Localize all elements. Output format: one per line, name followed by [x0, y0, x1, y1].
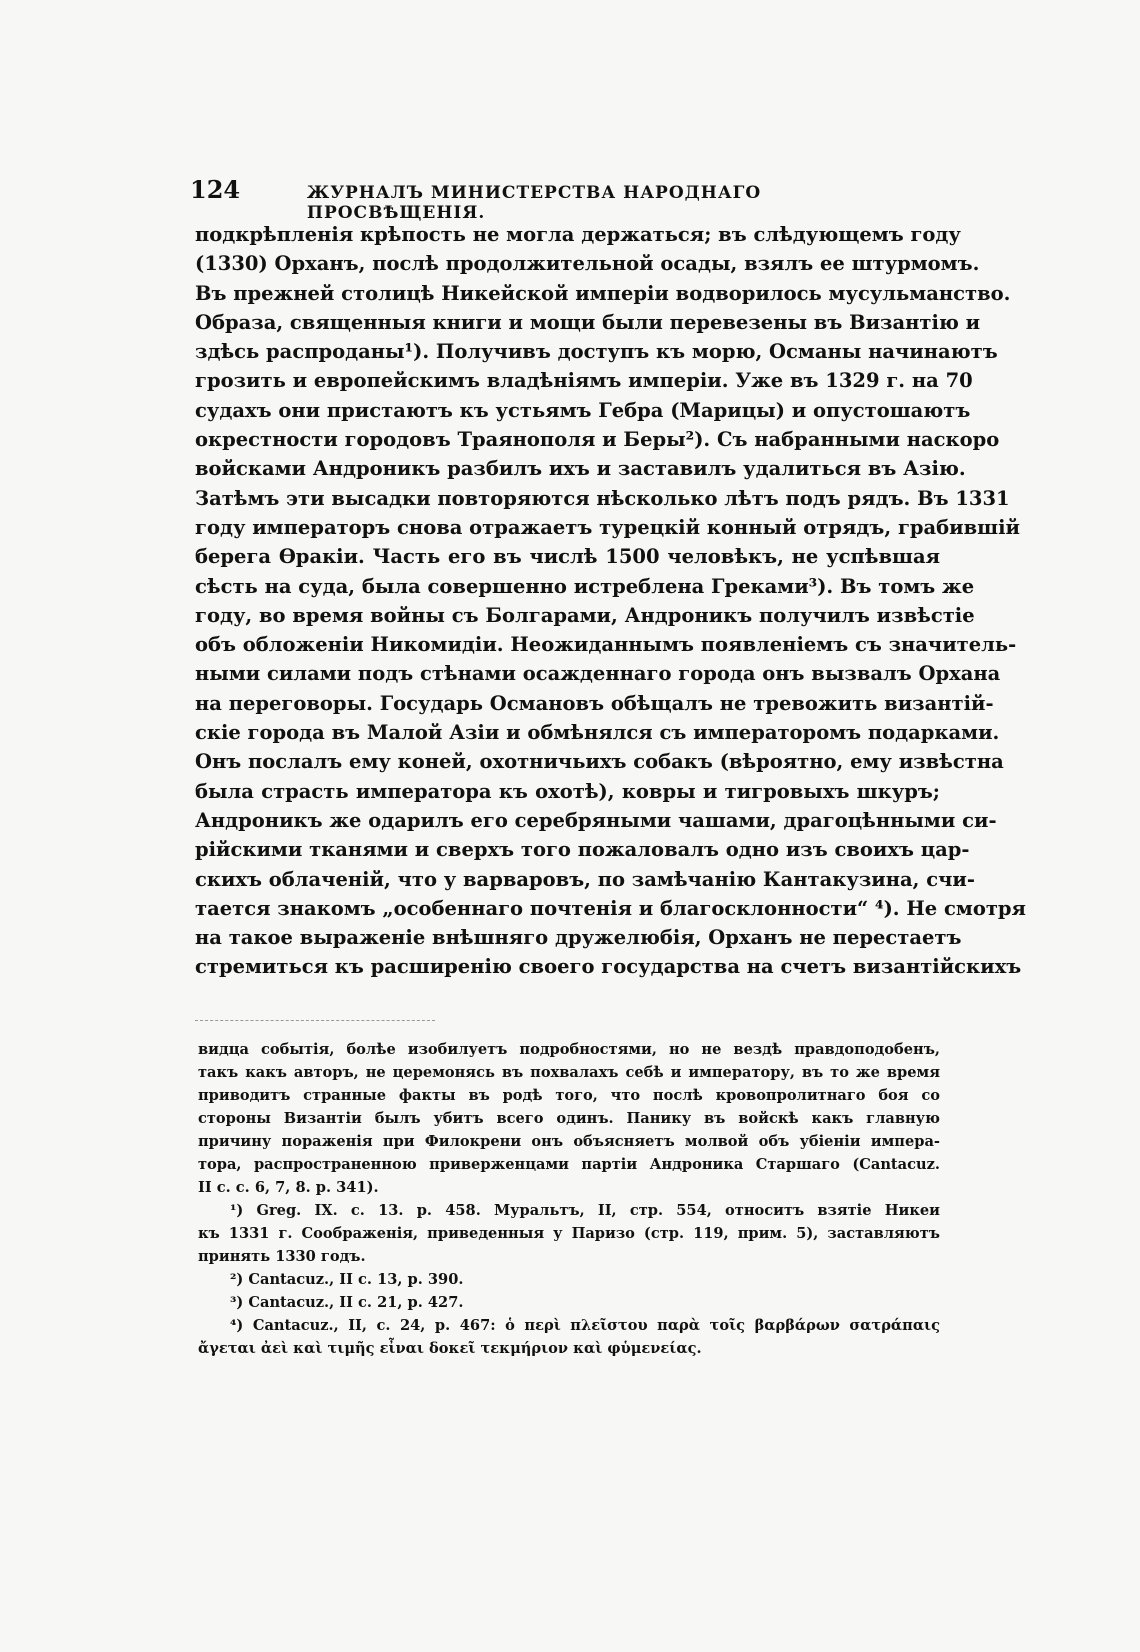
- text-line: скихъ облаченій, что у варваровъ, по замѣчанію Кантакузина, счи-: [195, 867, 975, 891]
- text-line: (1330) Орханъ, послѣ продолжительной осады, взялъ ее штурмомъ.: [195, 252, 980, 276]
- text-line: здѣсь распроданы¹). Получивъ доступъ къ морю, Османы начинаютъ: [195, 340, 998, 364]
- footnote-line: принять 1330 годъ.: [198, 1248, 366, 1265]
- text-line: году императоръ снова отражаетъ турецкій конный отрядъ, грабившій: [195, 515, 1021, 539]
- text-line: объ обложеніи Никомидіи. Неожиданнымъ появленіемъ съ значитель-: [195, 633, 1017, 657]
- page-number: 124: [190, 175, 241, 204]
- text-line: тается знакомъ „особеннаго почтенія и благосклонности“ ⁴). Не смотря: [195, 896, 1026, 920]
- text-line: окрестности городовъ Траянополя и Беры²). Съ набранными наскоро: [195, 428, 1000, 452]
- text-line: сѣсть на суда, была совершенно истреблена Греками³). Въ томъ же: [195, 574, 975, 598]
- footnote-3: ³) Cantacuz., II c. 21, p. 427.: [230, 1294, 464, 1311]
- footnote-line: приводитъ странные факты въ родѣ того, что послѣ кровопролитнаго боя со: [198, 1087, 940, 1104]
- text-line: году, во время войны съ Болгарами, Андроникъ получилъ извѣстіе: [195, 603, 975, 627]
- footnote-line: видца событія, болѣе изобилуетъ подробностями, но не вездѣ правдоподобенъ,: [198, 1041, 940, 1058]
- text-line: Онъ послалъ ему коней, охотничьихъ собакъ (вѣроятно, ему извѣстна: [195, 750, 1004, 774]
- text-line: берега Ѳракіи. Часть его въ числѣ 1500 человѣкъ, не успѣвшая: [195, 545, 940, 569]
- text-line: рійскими тканями и сверхъ того пожаловалъ одно изъ своихъ цар-: [195, 838, 970, 862]
- text-line: судахъ они пристаютъ къ устьямъ Гебра (Марицы) и опустошаютъ: [195, 398, 971, 422]
- footnote-line: къ 1331 г. Соображенія, приведенныя у Паризо (стр. 119, прим. 5), заставляютъ: [198, 1225, 940, 1242]
- text-line: скіе города въ Малой Азіи и обмѣнялся съ императоромъ подарками.: [195, 721, 1000, 745]
- footnote-line: причину пораженія при Филокрени онъ объясняетъ молвой объ убіеніи импера-: [198, 1133, 940, 1150]
- running-title: ЖУРНАЛЪ МИНИСТЕРСТВА НАРОДНАГО ПРОСВѢЩЕНІЯ.: [306, 183, 762, 223]
- footnote-line: II c. c. 6, 7, 8. p. 341).: [198, 1179, 379, 1196]
- text-line: Андроникъ же одарилъ его серебряными чашами, драгоцѣнными си-: [195, 808, 997, 832]
- text-line: ными силами подъ стѣнами осажденнаго города онъ вызвалъ Орхана: [195, 662, 1001, 686]
- footnote-line: ἄγεται ἀεὶ καὶ τιμῆς εἶναι δοκεῖ τεκμήριον καὶ φὑμενείας.: [198, 1340, 702, 1357]
- text-line: грозить и европейскимъ владѣніямъ имперіи. Уже въ 1329 г. на 70: [195, 369, 973, 393]
- footnotes: [198, 1038, 940, 1360]
- main-text: [195, 220, 1026, 982]
- footnote-line: тора, распространенною приверженцами партіи Андроника Старшаго (Cantacuz.: [198, 1156, 940, 1173]
- text-line: Въ прежней столицѣ Никейской имперіи водворилось мусульманство.: [195, 281, 1011, 305]
- footnote-4: ⁴) Cantacuz., II, c. 24, p. 467: ὁ περὶ πλεῖστου παρὰ τοῖς βαρβάρων σατράπαις: [230, 1317, 940, 1334]
- text-line: войсками Андроникъ разбилъ ихъ и заставилъ удалиться въ Азію.: [195, 457, 966, 481]
- text-line: Образа, священныя книги и мощи были перевезены въ Византію и: [195, 310, 981, 334]
- text-line: на такое выраженіе внѣшняго дружелюбія, Орханъ не перестаетъ: [195, 926, 962, 950]
- text-line: подкрѣпленія крѣпость не могла держаться; въ слѣдующемъ году: [195, 223, 961, 246]
- footnote-line: такъ какъ авторъ, не церемонясь въ похвалахъ себѣ и императору, въ то же время: [198, 1064, 940, 1081]
- text-line: на переговоры. Государь Османовъ обѣщалъ не тревожить византій-: [195, 691, 994, 715]
- text-line: была страсть императора къ охотѣ), ковры и тигровыхъ шкуръ;: [195, 779, 940, 803]
- text-line: стремиться къ расширенію своего государства на счетъ византійскихъ: [195, 955, 1022, 979]
- footnote-2: ²) Cantacuz., II c. 13, p. 390.: [230, 1271, 464, 1288]
- page-header: [190, 175, 930, 223]
- footnote-line: стороны Византіи былъ убитъ всего одинъ. Панику въ войскѣ какъ главную: [198, 1110, 940, 1127]
- footnote-1: ¹) Greg. IX. c. 13. p. 458. Муральтъ, II, стр. 554, относитъ взятіе Никеи: [230, 1202, 940, 1219]
- footnote-separator: [195, 1020, 435, 1023]
- text-line: Затѣмъ эти высадки повторяются нѣсколько лѣтъ подъ рядъ. Въ 1331: [195, 486, 1010, 510]
